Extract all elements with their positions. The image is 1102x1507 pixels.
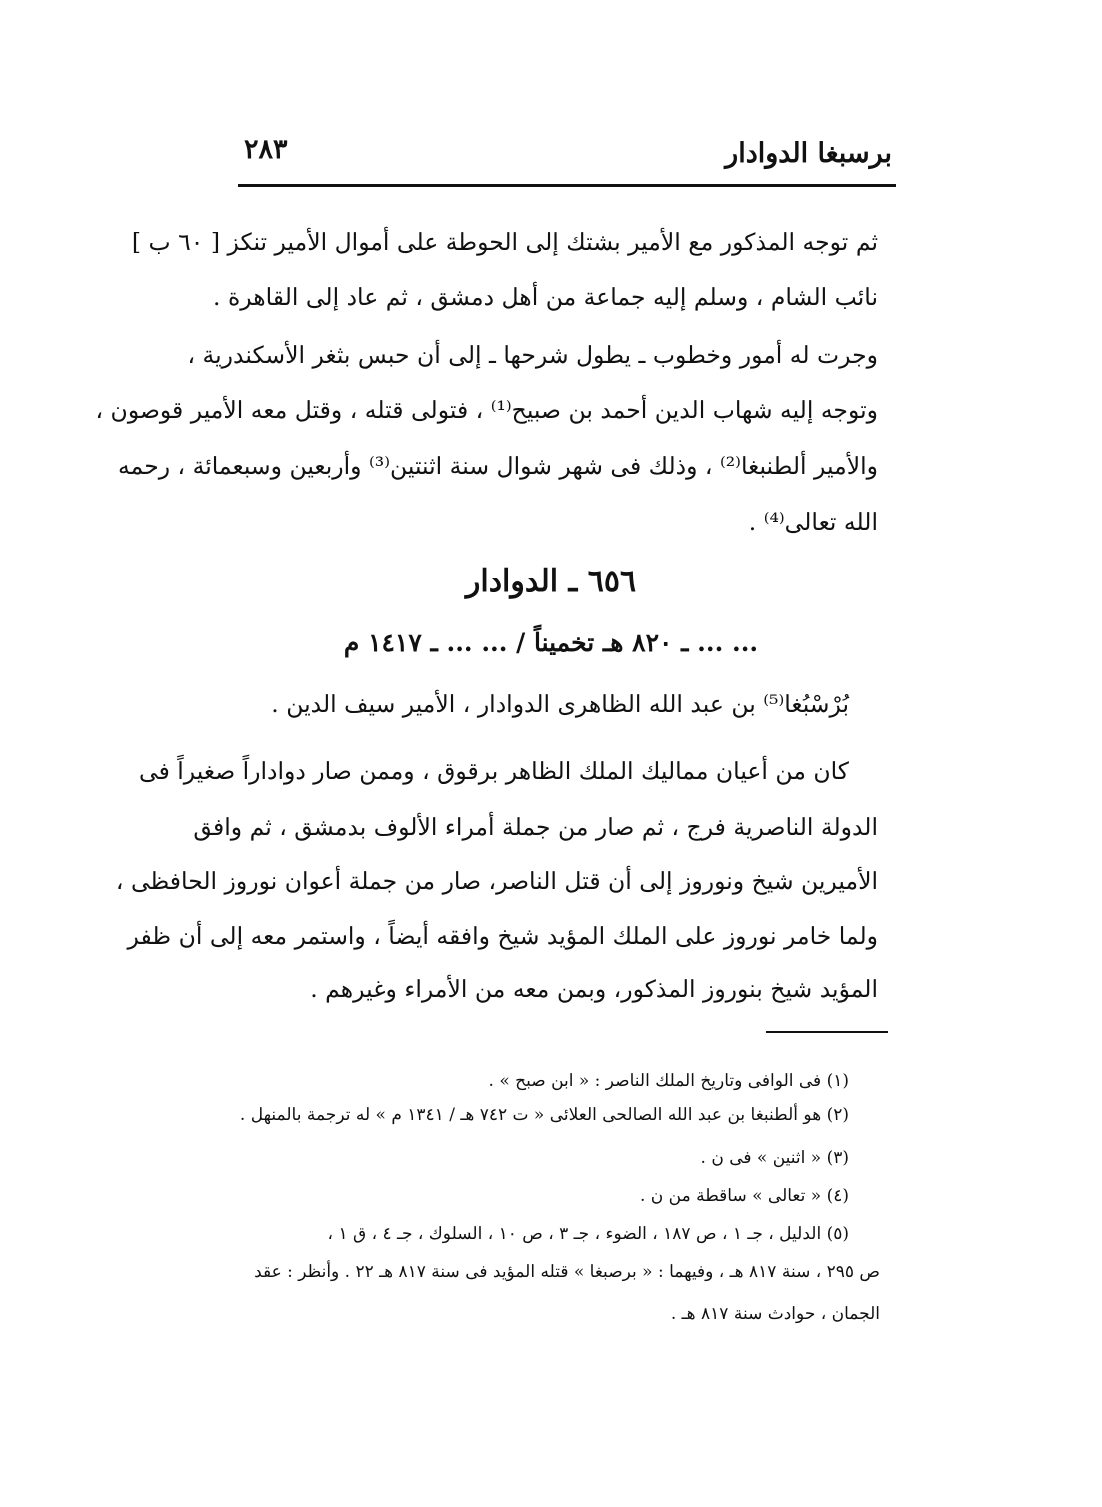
running-title: برسبغا الدوادار xyxy=(725,138,892,169)
body-line: الدولة الناصرية فرج ، ثم صار من جملة أمراء الألوف بدمشق ، ثم وافق xyxy=(193,813,878,841)
footnote: (٣) « اثنين » فى ن . xyxy=(700,1148,849,1168)
footnote: (٤) « تعالى » ساقطة من ن . xyxy=(639,1186,849,1206)
body-line: المؤيد شيخ بنوروز المذكور، وبمن معه من الأمراء وغيرهم . xyxy=(310,975,878,1003)
footnote: (١) فى الوافى وتاريخ الملك الناصر : « ابن صبح » . xyxy=(488,1071,849,1091)
entry-heading: ٦٥٦ ـ الدوادار xyxy=(465,564,637,599)
body-line: كان من أعيان مماليك الملك الظاهر برقوق ، وممن صار دواداراً صغيراً فى xyxy=(138,757,849,785)
body-line: وتوجه إليه شهاب الدين أحمد بن صبيح⁽¹⁾ ، فتولى قتله ، وقتل معه الأمير قوصون ، xyxy=(95,396,878,424)
page-number: ٢٨٣ xyxy=(244,134,288,165)
body-line: والأمير ألطنبغا⁽²⁾ ، وذلك فى شهر شوال سنة اثنتين⁽³⁾ وأربعين وسبعمائة ، رحمه xyxy=(118,452,878,480)
body-line: ولما خامر نوروز على الملك المؤيد شيخ وافقه أيضاً ، واستمر معه إلى أن ظفر xyxy=(127,922,878,950)
body-line: وجرت له أمور وخطوب ـ يطول شرحها ـ إلى أن حبس بثغر الأسكندرية ، xyxy=(187,341,878,369)
body-line: الله تعالى⁽⁴⁾ . xyxy=(748,508,878,536)
running-header xyxy=(238,128,896,178)
header-rule xyxy=(238,184,896,187)
footnote: (٢) هو ألطنبغا بن عبد الله الصالحى العلائى « ت ٧٤٢ هـ / ١٣٤١ م » له ترجمة بالمنهل . xyxy=(239,1105,849,1125)
footnote: الجمان ، حوادث سنة ٨١٧ هـ . xyxy=(670,1304,880,1324)
body-line: نائب الشام ، وسلم إليه جماعة من أهل دمشق ، ثم عاد إلى القاهرة . xyxy=(213,283,878,311)
footnote-rule xyxy=(766,1031,888,1033)
footnote: (٥) الدليل ، جـ ١ ، ص ١٨٧ ، الضوء ، جـ ٣ ، ص ١٠ ، السلوك ، جـ ٤ ، ق ١ ، xyxy=(327,1224,849,1244)
entry-dates: ... ... ـ ٨٢٠ هـ تخميناً / ... ... ـ ١٤١٧ م xyxy=(343,628,759,657)
entry-name-line: بُرْسْبُغا⁽⁵⁾ بن عبد الله الظاهرى الدوادار ، الأمير سيف الدين . xyxy=(271,690,849,718)
footnote: ص ٢٩٥ ، سنة ٨١٧ هـ ، وفيهما : « برصبغا » قتله المؤيد فى سنة ٨١٧ هـ ٢٢ . وأنظر : عقد xyxy=(254,1262,880,1282)
body-line: ثم توجه المذكور مع الأمير بشتك إلى الحوطة على أموال الأمير تنكز [ ٦٠ ب ] xyxy=(131,228,878,256)
body-line: الأميرين شيخ ونوروز إلى أن قتل الناصر، صار من جملة أعوان نوروز الحافظى ، xyxy=(115,867,878,895)
